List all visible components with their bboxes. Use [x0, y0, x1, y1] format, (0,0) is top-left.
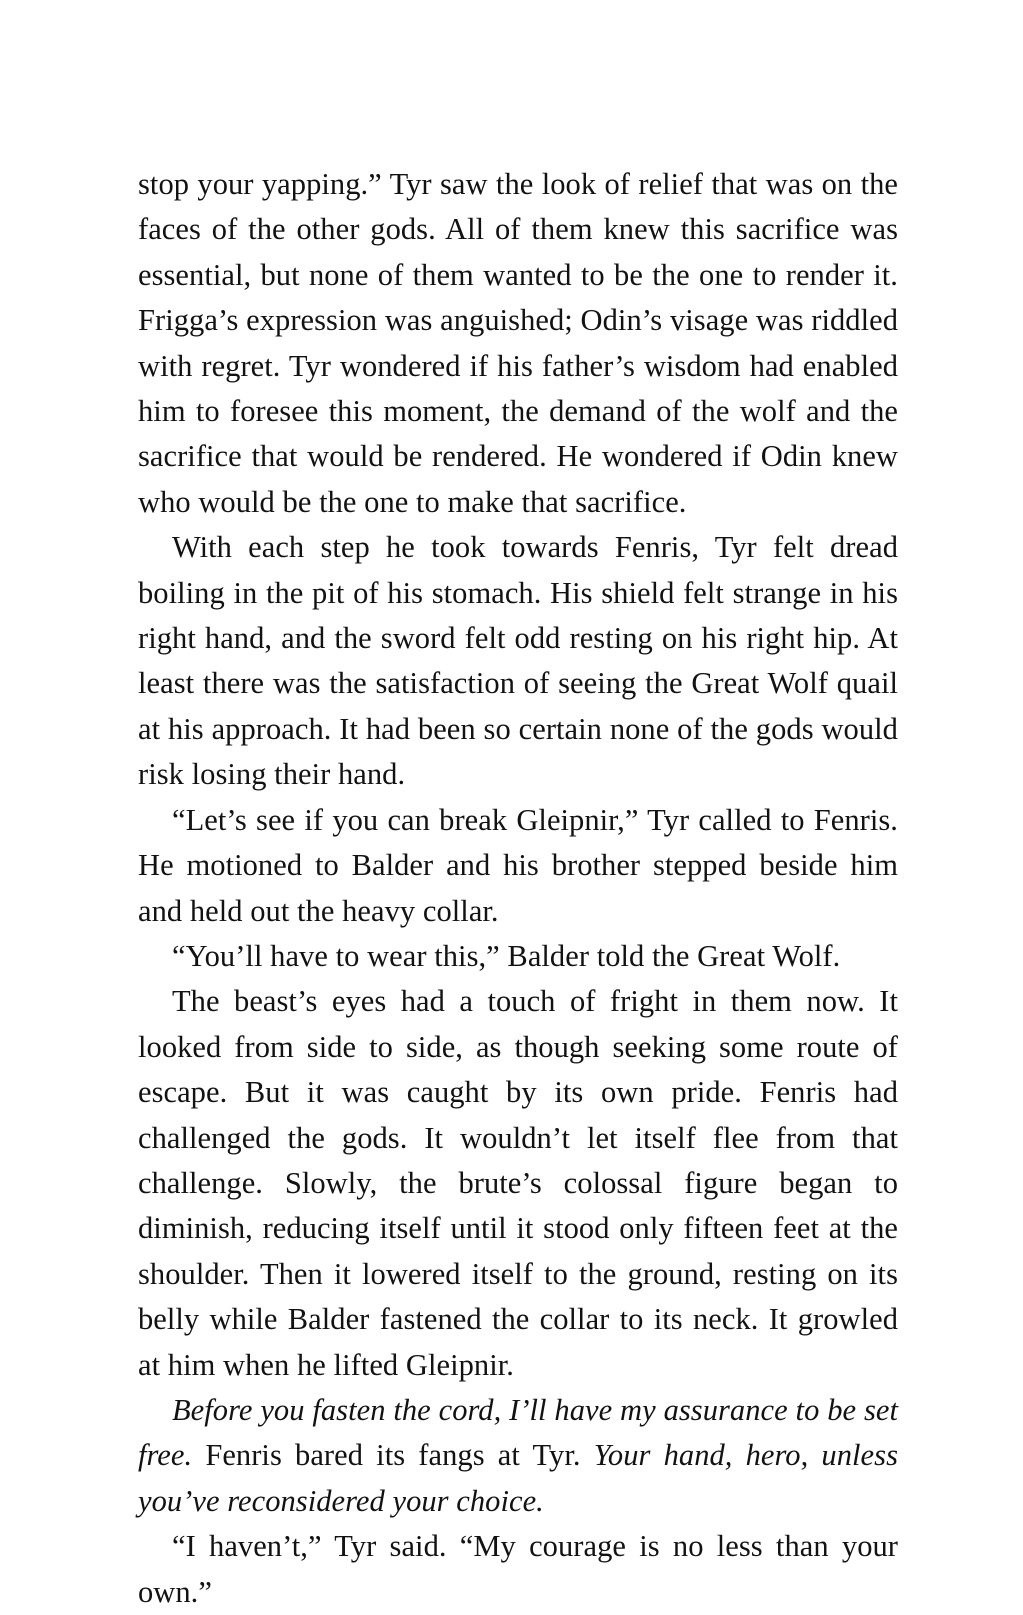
paragraph-2: With each step he took towards Fenris, Tyr felt dread boiling in the pit of his stomach. His shield felt strange in his right hand, and the sword felt odd resting on his right hip. At least there was the satisfaction of seeing the Great Wolf quail at his approach. It had been so certain none of the gods would risk losing their hand.: [138, 530, 898, 792]
paragraph-3: “Let’s see if you can break Gleipnir,” Tyr called to Fenris. He motioned to Balder and his brother stepped beside him and held out the heavy collar.: [138, 802, 898, 928]
paragraph-6-run-3: Your hand, hero, unless you’ve reconsidered your choice.: [138, 1438, 898, 1518]
paragraph-5: The beast’s eyes had a touch of fright in them now. It looked from side to side, as though seeking some route of escape. But it was caught by its own pride. Fenris had challenged the gods. It wouldn’t let itself flee from that challenge. Slowly, the brute’s colossal figure began to diminish, reducing itself until it stood only fifteen feet at the shoulder. Then it lowered itself to the ground, resting on its belly while Balder fastened the collar to its neck. It growled at him when he lifted Gleipnir.: [138, 984, 898, 1382]
paragraph-7: “I haven’t,” Tyr said. “My courage is no less than your own.”: [138, 1529, 898, 1609]
page-text-block: [138, 162, 898, 1615]
paragraph-6-run-1: Before you fasten the cord, I’ll have my assurance to be set free.: [138, 1392, 898, 1473]
paragraph-4: “You’ll have to wear this,” Balder told the Great Wolf.: [172, 938, 841, 973]
paragraph-6-run-2: Fenris bared its fangs at Tyr.: [192, 1438, 594, 1473]
paragraph-1: stop your yapping.” Tyr saw the look of relief that was on the faces of the other gods. All of them knew this sacrifice was essential, but none of them wanted to be the one to render it. Frigga’s expression was anguished; Odin’s visage was riddled with regret. Tyr wondered if his father’s wisdom had enabled him to foresee this moment, the demand of the wolf and the sacrifice that would be rendered. He wondered if Odin knew who would be the one to make that sacrifice.: [138, 167, 898, 519]
paragraph-6: [138, 1388, 898, 1524]
